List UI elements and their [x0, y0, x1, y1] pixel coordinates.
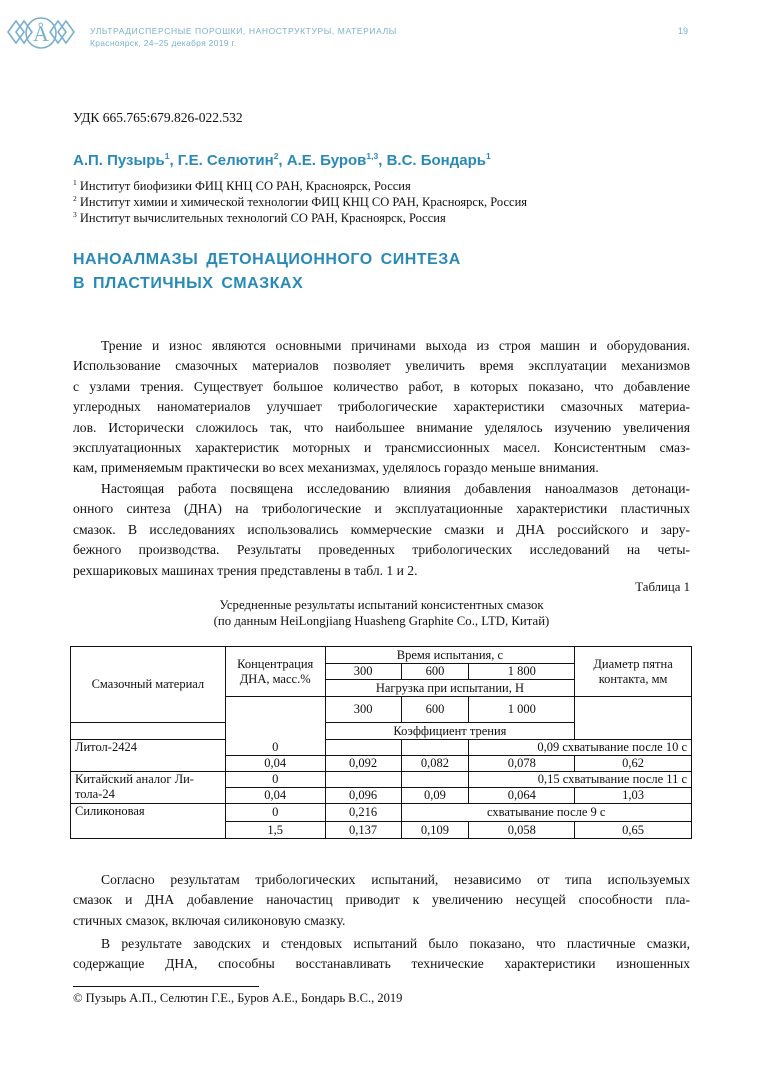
header-friction-coefficient: Коэффициент трения — [325, 723, 575, 740]
author-affiliation-mark: 2 — [273, 151, 279, 161]
logo-letter: Å — [33, 21, 49, 46]
cell-coef-600: 0,09 — [401, 788, 469, 804]
material-litol: Литол-2424 — [71, 740, 226, 772]
paragraph-tests — [73, 934, 690, 975]
header-conc-blank — [225, 697, 325, 740]
cell-coef-1000: 0,058 — [469, 822, 575, 839]
text-line: Использование смазочных материалов позволяет увеличить время эксплуатации механизмов — [73, 358, 690, 374]
text-line: углеродных наноматериалов улучшает трибологические характеристики смазочных материа- — [73, 399, 690, 415]
header-conference: УЛЬТРАДИСПЕРСНЫЕ ПОРОШКИ, НАНОСТРУКТУРЫ, МАТЕРИАЛЫ — [90, 26, 397, 36]
text-line: стичных смазок, включая силиконовую смазку. — [73, 912, 346, 928]
text-line: онного синтеза (ДНА) на трибологические и эксплуатационные характеристики пластичных — [73, 501, 690, 517]
cell-concentration: 0,04 — [225, 756, 325, 772]
text-line: лов. Исторически сложилось так, что наибольшее внимание уделялось изучению увеличения — [73, 419, 690, 435]
article-title-line: НАНОАЛМАЗЫ ДЕТОНАЦИОННОГО СИНТЕЗА — [73, 251, 461, 268]
cell-concentration: 0 — [225, 804, 325, 822]
header-load-value: 1 000 — [469, 697, 575, 723]
affiliation: $^1$ Институт биофизики ФИЦ КНЦ СО РАН, Красноярск, Россия — [73, 178, 411, 194]
header-concentration: Концентрация ДНА, масс.% — [225, 647, 325, 697]
author-affiliation-mark: 1 — [164, 151, 170, 161]
cell-concentration: 0 — [225, 772, 325, 788]
text-line: рехшариковых машинах трения представлены в табл. 1 и 2. — [73, 562, 418, 578]
results-table — [70, 646, 692, 839]
affiliation: $^3$ Институт вычислительных технологий СО РАН, Красноярск, Россия — [73, 210, 446, 226]
cell-coef-300: 0,096 — [325, 788, 401, 804]
authors-line: А.П. Пузырь$^1$, Г.Е. Селютин$^2$, А.Е. Буров$^{1,3}$, В.С. Бондарь$^1$ — [73, 151, 491, 169]
cell-seizure-note: 0,09 схватывание после 10 с — [469, 740, 692, 756]
header-time-value: 600 — [401, 664, 469, 680]
author-name: В.С. Бондарь — [386, 152, 486, 169]
footnote-divider — [73, 986, 259, 987]
text-line: с узлами трения. Существует большое количество работ, в которых показано, что добавление — [73, 378, 690, 394]
material-chinese-analog: Китайский аналог Ли- тола-24 — [71, 772, 226, 804]
text-line: смазок и ДНА добавление наночастиц приводит к увеличению несущей способности пла- — [73, 892, 690, 908]
cell-coef-1000: 0,064 — [469, 788, 575, 804]
cell-coef-300: 0,216 — [325, 804, 401, 822]
header-test-time: Время испытания, с — [325, 647, 575, 664]
cell-coef-300: 0,137 — [325, 822, 401, 839]
cell-concentration: 1,5 — [225, 822, 325, 839]
page-number: 19 — [678, 26, 689, 36]
cell-coef-1000: 0,078 — [469, 756, 575, 772]
cell-diameter: 1,03 — [575, 788, 692, 804]
copyright-notice: © Пузырь А.П., Селютин Г.Е., Буров А.Е., Бондарь В.С., 2019 — [73, 991, 403, 1005]
text-line: В результате заводских и стендовых испытаний было показано, что пластичные смазки, — [101, 936, 690, 951]
paragraph-results — [73, 870, 690, 931]
paragraph-study — [73, 479, 690, 581]
author-name: Г.Е. Селютин — [177, 152, 274, 169]
text-line: кам, применяемым практически во всех механизмах, уделялось гораздо меньше внимания. — [73, 460, 599, 476]
cell-coef-600: 0,082 — [401, 756, 469, 772]
header-load: Нагрузка при испытании, Н — [325, 680, 575, 697]
cell-diameter: 0,65 — [575, 822, 692, 839]
material-silicone: Силиконовая — [71, 804, 226, 839]
header-material: Смазочный материал — [71, 647, 226, 723]
text-line: Согласно результатам трибологических испытаний, независимо от типа используемых — [101, 872, 690, 887]
udc-code: УДК 665.765:679.826-022.532 — [73, 110, 243, 125]
affiliation: $^2$ Институт химии и химической технологии ФИЦ КНЦ СО РАН, Красноярск, Россия — [73, 194, 528, 210]
author-affiliation-mark: 1,3 — [366, 151, 379, 161]
text-line: смазок. В исследованиях использовались коммерческие смазки и ДНА российского и зару- — [73, 521, 690, 537]
table-label: Таблица 1 — [635, 580, 690, 594]
header-material-blank — [71, 723, 226, 740]
cell-concentration: 0,04 — [225, 788, 325, 804]
header-time-value: 300 — [325, 664, 401, 680]
paragraph-intro — [73, 336, 690, 479]
text-line: бежного производства. Результаты проведенных трибологических исследований на четы- — [73, 542, 690, 558]
conference-logo — [4, 12, 78, 52]
table-caption: Усредненные результаты испытаний консистентных смазок — [219, 598, 544, 612]
text-line: эксплуатационных характеристик моторных и трансмиссионных масел. Консистентным смаз- — [73, 439, 690, 455]
cell-concentration: 0 — [225, 740, 325, 756]
article-title-line: В ПЛАСТИЧНЫХ СМАЗКАХ — [73, 275, 304, 292]
header-time-value: 1 800 — [469, 664, 575, 680]
text-line: Настоящая работа посвящена исследованию влияния добавления наноалмазов детонаци- — [101, 481, 690, 496]
cell-coef-300: 0,092 — [325, 756, 401, 772]
text-line: Трение и износ являются основными причинами выхода из строя машин и оборудования. — [101, 338, 690, 353]
author-name: А.П. Пузырь — [73, 152, 165, 169]
header-load-value: 300 — [325, 697, 401, 723]
cell-seizure-note: 0,15 схватывание после 11 с — [469, 772, 692, 788]
author-name: А.Е. Буров — [286, 152, 367, 169]
header-load-value: 600 — [401, 697, 469, 723]
cell-diameter: 0,62 — [575, 756, 692, 772]
cell-seizure-note: схватывание после 9 с — [401, 804, 691, 822]
cell-coef-600: 0,109 — [401, 822, 469, 839]
author-affiliation-mark: 1 — [485, 151, 491, 161]
header-spot-diameter: Диаметр пятна контакта, мм — [575, 647, 692, 697]
table-caption-source: (по данным HeiLongjiang Huasheng Graphite Co., LTD, Китай) — [213, 614, 550, 628]
header-place-date: Красноярск, 24–25 декабря 2019 г. — [90, 38, 237, 48]
header-diam-blank — [575, 697, 692, 740]
text-line: содержащие ДНА, способны восстанавливать технические характеристики изношенных — [73, 956, 690, 972]
